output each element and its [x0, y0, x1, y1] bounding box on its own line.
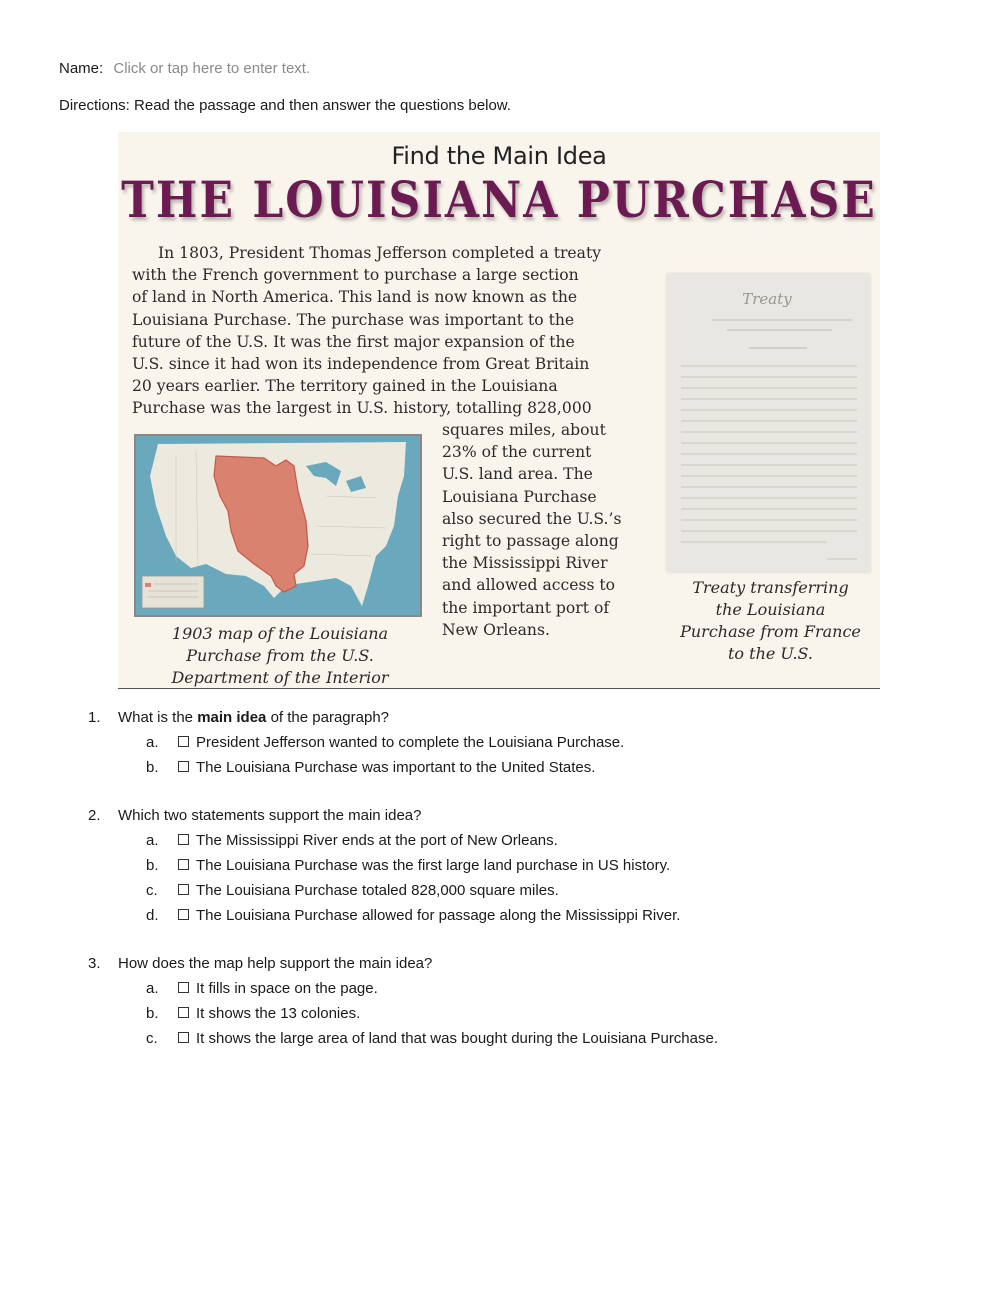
checkbox[interactable]	[178, 859, 189, 870]
option-text: The Louisiana Purchase totaled 828,000 square miles.	[196, 882, 559, 899]
checkbox[interactable]	[178, 1032, 189, 1043]
passage-line: of land in North America. This land is now known as the	[132, 288, 578, 307]
panel-title: THE LOUISIANA PURCHASE	[121, 172, 877, 230]
passage-panel	[118, 132, 880, 689]
question-number: 2.	[88, 807, 101, 824]
passage-line: the Mississippi River	[442, 554, 608, 573]
checkbox[interactable]	[178, 1007, 189, 1018]
option-text: President Jefferson wanted to complete the Louisiana Purchase.	[196, 734, 625, 751]
passage-line: In 1803, President Thomas Jefferson completed a treaty	[158, 244, 602, 262]
checkbox[interactable]	[178, 834, 189, 845]
answer-option[interactable]: b. The Louisiana Purchase was the first large land purchase in US history.	[88, 853, 718, 878]
passage-line: also secured the U.S.’s	[442, 509, 622, 528]
answer-option[interactable]: c. It shows the large area of land that was bought during the Louisiana Purchase.	[88, 1026, 718, 1051]
answer-option[interactable]: a. The Mississippi River ends at the port of New Orleans.	[88, 828, 718, 853]
passage-line: U.S. since it had won its independence from Great Britain	[132, 355, 590, 374]
answer-option[interactable]: b. The Louisiana Purchase was important to the United States.	[88, 755, 718, 780]
questions-list	[88, 705, 718, 1074]
question-prompt: Which two statements support the main idea?	[118, 807, 422, 824]
option-text: It shows the 13 colonies.	[196, 1005, 361, 1022]
passage-line: 20 years earlier. The territory gained in the Louisiana	[132, 377, 558, 396]
directions-text: Directions: Read the passage and then answer the questions below.	[59, 97, 511, 114]
question-2	[88, 803, 718, 928]
checkbox[interactable]	[178, 909, 189, 920]
passage-line: future of the U.S. It was the first major expansion of the	[132, 332, 575, 351]
answer-option[interactable]: a. President Jefferson wanted to complete the Louisiana Purchase.	[88, 730, 718, 755]
checkbox[interactable]	[178, 761, 189, 772]
question-1	[88, 705, 718, 780]
passage-line: the important port of	[442, 598, 610, 617]
passage-paragraph-continued	[442, 419, 652, 641]
panel-subtitle: Find the Main Idea	[391, 142, 607, 170]
answer-option[interactable]: d. The Louisiana Purchase allowed for passage along the Mississippi River.	[88, 903, 718, 928]
checkbox[interactable]	[178, 736, 189, 747]
option-text: It fills in space on the page.	[196, 980, 378, 997]
option-text: The Louisiana Purchase allowed for passage along the Mississippi River.	[196, 907, 681, 924]
option-text: The Louisiana Purchase was important to the United States.	[196, 759, 596, 776]
question-number: 3.	[88, 955, 101, 972]
passage-line: and allowed access to	[442, 576, 616, 595]
answer-option[interactable]: a. It fills in space on the page.	[88, 976, 718, 1001]
name-input[interactable]: Click or tap here to enter text.	[113, 60, 311, 77]
option-text: The Mississippi River ends at the port of New Orleans.	[196, 832, 558, 849]
svg-text:Treaty: Treaty	[742, 290, 792, 308]
passage-line: with the French government to purchase a large section	[132, 266, 579, 285]
treaty-document-image	[667, 274, 870, 572]
passage-line: Louisiana Purchase	[442, 487, 597, 506]
question-number: 1.	[88, 709, 101, 726]
answer-option[interactable]: b. It shows the 13 colonies.	[88, 1001, 718, 1026]
map-caption: 1903 map of the Louisiana Purchase from the U.S. Department of the Interior	[171, 624, 389, 687]
passage-line: U.S. land area. The	[442, 465, 593, 484]
name-label: Name:	[59, 60, 104, 77]
question-prompt: How does the map help support the main idea?	[118, 955, 433, 972]
passage-line: Purchase was the largest in U.S. history, totalling 828,000	[132, 399, 592, 418]
louisiana-purchase-map-image	[134, 434, 422, 617]
checkbox[interactable]	[178, 884, 189, 895]
option-text: The Louisiana Purchase was the first large land purchase in US history.	[196, 857, 671, 874]
checkbox[interactable]	[178, 982, 189, 993]
passage-line: right to passage along	[442, 532, 619, 551]
passage-line: 23% of the current	[442, 443, 592, 462]
treaty-caption: Treaty transferring the Louisiana Purchase from France to the U.S.	[680, 578, 861, 663]
option-text: It shows the large area of land that was bought during the Louisiana Purchase.	[196, 1030, 719, 1047]
answer-option[interactable]: c. The Louisiana Purchase totaled 828,000 square miles.	[88, 878, 718, 903]
passage-line: New Orleans.	[442, 620, 550, 639]
name-field-row	[59, 59, 310, 79]
passage-line: Louisiana Purchase. The purchase was important to the	[132, 310, 575, 329]
question-3	[88, 951, 718, 1051]
passage-paragraph-top	[132, 242, 652, 420]
passage-line: squares miles, about	[442, 421, 606, 439]
question-prompt: What is the main idea of the paragraph?	[118, 709, 389, 726]
